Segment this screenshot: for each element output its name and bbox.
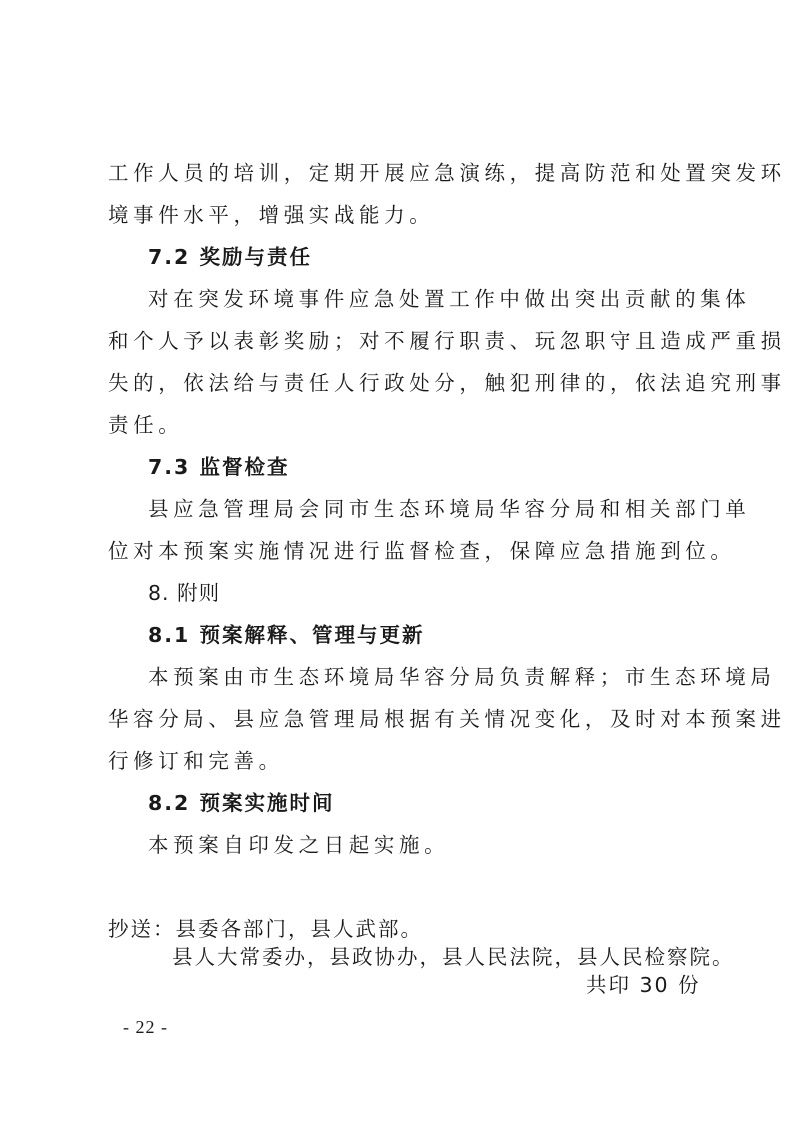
paragraph-line: 位对本预案实施情况进行监督检查，保障应急措施到位。 [108, 539, 736, 563]
paragraph-line: 和个人予以表彰奖励；对不履行职责、玩忽职守且造成严重损 [108, 329, 786, 353]
paragraph-line: 失的，依法给与责任人行政处分，触犯刑律的，依法追究刑事 [108, 371, 786, 395]
paragraph-line: 对在突发环境事件应急处置工作中做出突出贡献的集体 [148, 287, 751, 311]
paragraph-line: 行修订和完善。 [108, 749, 284, 773]
paragraph-line: 责任。 [108, 413, 184, 437]
section-heading-7-2: 7.2 奖励与责任 [148, 245, 312, 269]
section-heading-8-1: 8.1 预案解释、管理与更新 [148, 623, 425, 647]
section-heading-8-2: 8.2 预案实施时间 [148, 791, 335, 815]
paragraph-line: 境事件水平，增强实战能力。 [108, 203, 435, 227]
copy-count: 共印 30 份 [586, 973, 701, 997]
page-number: - 22 - [123, 1017, 168, 1037]
paragraph-line: 工作人员的培训，定期开展应急演练，提高防范和处置突发环 [108, 161, 786, 185]
section-heading-7-3: 7.3 监督检查 [148, 455, 290, 479]
distribution-line-1: 抄送：县委各部门，县人武部。 [108, 917, 423, 941]
paragraph-line: 本预案自印发之日起实施。 [148, 833, 450, 857]
section-heading-8: 8. 附则 [148, 581, 221, 605]
paragraph-line: 本预案由市生态环境局华容分局负责解释；市生态环境局 [148, 665, 776, 689]
paragraph-line: 华容分局、县应急管理局根据有关情况变化，及时对本预案进 [108, 707, 786, 731]
distribution-line-2: 县人大常委办，县政协办，县人民法院，县人民检察院。 [172, 945, 735, 969]
paragraph-line: 县应急管理局会同市生态环境局华容分局和相关部门单 [148, 497, 751, 521]
